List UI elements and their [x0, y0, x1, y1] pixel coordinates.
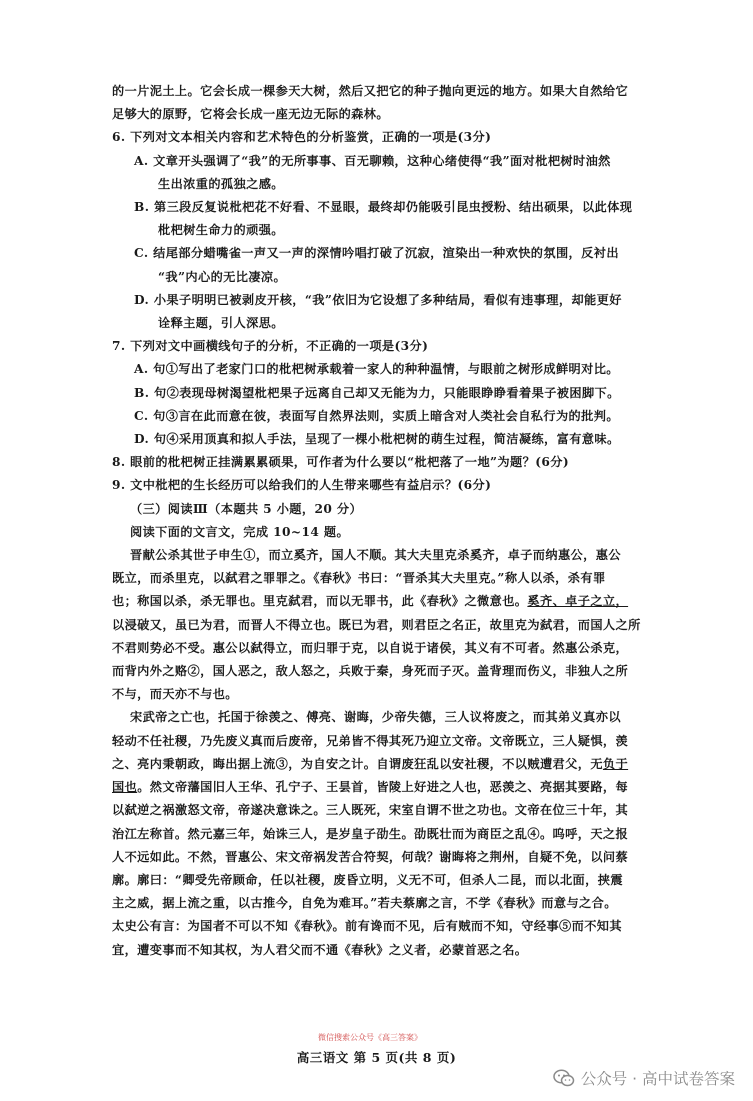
q7-option-d: D. 句④采用顶真和拟人手法，呈现了一棵小枇杷树的萌生过程，简洁凝练，富有意味。: [134, 432, 620, 447]
watermark: 微信搜索公众号《高三答案》: [318, 1033, 422, 1042]
passage-line: 足够大的原野，它将会长成一座无边无际的森林。: [112, 107, 389, 122]
classical-line: 以弑逆之祸激怒文帝，帝遂决意诛之。三人既死，宋室自谓不世之功也。文帝在位三十年，其: [112, 803, 629, 818]
classical-line: [112, 590, 644, 613]
q6-option-d-cont: 诠释主题，引人深思。: [158, 316, 284, 331]
classical-line: 宜，遭变事而不知其权，为人君父而不通《春秋》之义者，必蒙首恶之名。: [112, 942, 528, 957]
classical-line: 治江左称首。然元嘉三年，始诛三人，是岁皇子劭生。劭既壮而为商臣之乱④。呜呼，天之报: [112, 826, 629, 841]
question-7-stem: 7. 下列对文中画横线句子的分析，不正确的一项是(3分): [112, 339, 429, 354]
classical-line: 太史公有言：为国者不可以不知《春秋》。前有谗而不见，后有贼而不知，守经事⑤而不知其: [112, 919, 622, 934]
wechat-icon: [553, 1069, 575, 1087]
q6-option-c: C. 结尾部分蜡嘴雀一声又一声的深情吟唱打破了沉寂，渲染出一种欢快的氛围，反衬出: [134, 246, 619, 261]
classical-line: 主之威，据上流之重，以古推今，自免为难耳。”若夫蔡廓之言，不学《春秋》而意与之合。: [112, 896, 617, 911]
classical-line: 人不远如此。不然，晋惠公、宋文帝祸发苦合符契，何哉？谢晦将之荆州，自疑不免，以问蔡: [112, 849, 629, 864]
classical-line: [112, 776, 644, 799]
classical-line: 既立，而杀里克，以弑君之罪罪之。《春秋》书曰：“晋杀其大夫里克。”称人以杀，杀有罪: [112, 571, 606, 586]
underlined-phrase: 国也: [112, 780, 138, 795]
q6-option-b-cont: 枇杷树生命力的顽强。: [158, 223, 284, 238]
classical-line: 不君则势必不受。惠公以弑得立，而归罪于克，以自说于诸侯，其义有不可者。然惠公杀克，: [112, 640, 629, 655]
classical-line: 而背内外之赂②，国人恶之，敌人怒之，兵败于秦，身死而子灭。盖背理而伤义，非独人之所: [112, 664, 629, 679]
classical-line: 以浸破又，虽已为君，而晋人不得立也。既已为君，则君臣之名正，故里克为弑君，而国人之所: [112, 617, 641, 632]
section-3-heading: （三）阅读Ⅲ（本题共 5 小题，20 分）: [130, 501, 363, 516]
q6-option-c-cont: “我”内心的无比凄凉。: [158, 269, 287, 284]
classical-segment: 也；称国以杀，杀无罪也。里克弑君，而以无罪书，此《春秋》之微意也。: [112, 594, 528, 609]
q7-option-a: A. 句①写出了老家门口的枇杷树承载着一家人的种种温情，与眼前之树形成鲜明对比。: [134, 362, 619, 377]
q7-option-b: B. 句②表现母树渴望枇杷果子远离自己却又无能为力，只能眼睁睁看着果子被困脚下。: [134, 385, 620, 400]
underlined-phrase: 负于: [602, 756, 629, 771]
underlined-phrase: 奚齐、卓子之立，: [527, 594, 629, 609]
classical-line: 不与，而天亦不与也。: [112, 687, 238, 702]
page-content: [112, 80, 644, 962]
classical-segment: 。然文帝藩国旧人王华、孔宁子、王昙首，皆陵上好进之人也，恶羡之、亮据其要路，每: [137, 780, 629, 795]
question-9: 9. 文中枇杷的生长经历可以给我们的人生带来哪些有益启示？(6分): [112, 478, 492, 493]
q6-option-a-cont: 生出浓重的孤独之感。: [158, 176, 284, 191]
classical-line: 晋献公杀其世子申生①，而立奚齐，国人不顺。其大夫里克杀奚齐，卓子而纳惠公，惠公: [130, 548, 621, 563]
q6-option-d: D. 小果子明明已被剥皮开核，“我”依旧为它设想了多种结局，看似有违事理，却能更好: [134, 292, 622, 307]
page-footer: 高三语文 第 5 页(共 8 页): [296, 1050, 457, 1065]
section-3-instruction: 阅读下面的文言文，完成 10~14 题。: [130, 524, 350, 539]
classical-line: 宋武帝之亡也，托国于徐羡之、傅亮、谢晦，少帝失德，三人议将废之，而其弟义真亦以: [130, 710, 621, 725]
q7-option-c: C. 句③言在此而意在彼，表面写自然界法则，实质上暗含对人类社会自私行为的批判。: [134, 408, 619, 423]
brand-text: 公众号 · 高中试卷答案: [580, 1070, 735, 1088]
brand-badge[interactable]: [553, 1066, 735, 1090]
classical-segment: 之、亮内秉朝政，晦出据上流③，为自安之计。自谓废狂乱以安社稷，不以贼遭君父，无: [112, 756, 603, 771]
classical-line: 廓。廓曰：“卿受先帝顾命，任以社稷，废昏立明，义无不可，但杀人二昆，而以北面，挟震: [112, 872, 623, 887]
classical-line: 轻动不任社稷，乃先废义真而后废帝，兄弟皆不得其死乃迎立文帝。文帝既立，三人疑惧，羡: [112, 733, 629, 748]
q6-option-b: B. 第三段反复说枇杷花不好看、不显眼，最终却仍能吸引昆虫授粉、结出硕果，以此体现: [134, 200, 633, 215]
question-6-stem: 6. 下列对文本相关内容和艺术特色的分析鉴赏，正确的一项是(3分): [112, 130, 492, 145]
passage-line: 的一片泥土上。它会长成一棵参天大树，然后又把它的种子抛向更远的地方。如果大自然给它: [112, 84, 629, 98]
q6-option-a: A. 文章开头强调了“我”的无所事事、百无聊赖，这种心绪使得“我”面对枇杷树时油然: [134, 153, 611, 168]
question-8: 8. 眼前的枇杷树正挂满累累硕果，可作者为什么要以“枇杷落了一地”为题？(6分): [112, 455, 569, 470]
classical-line: [112, 753, 644, 776]
